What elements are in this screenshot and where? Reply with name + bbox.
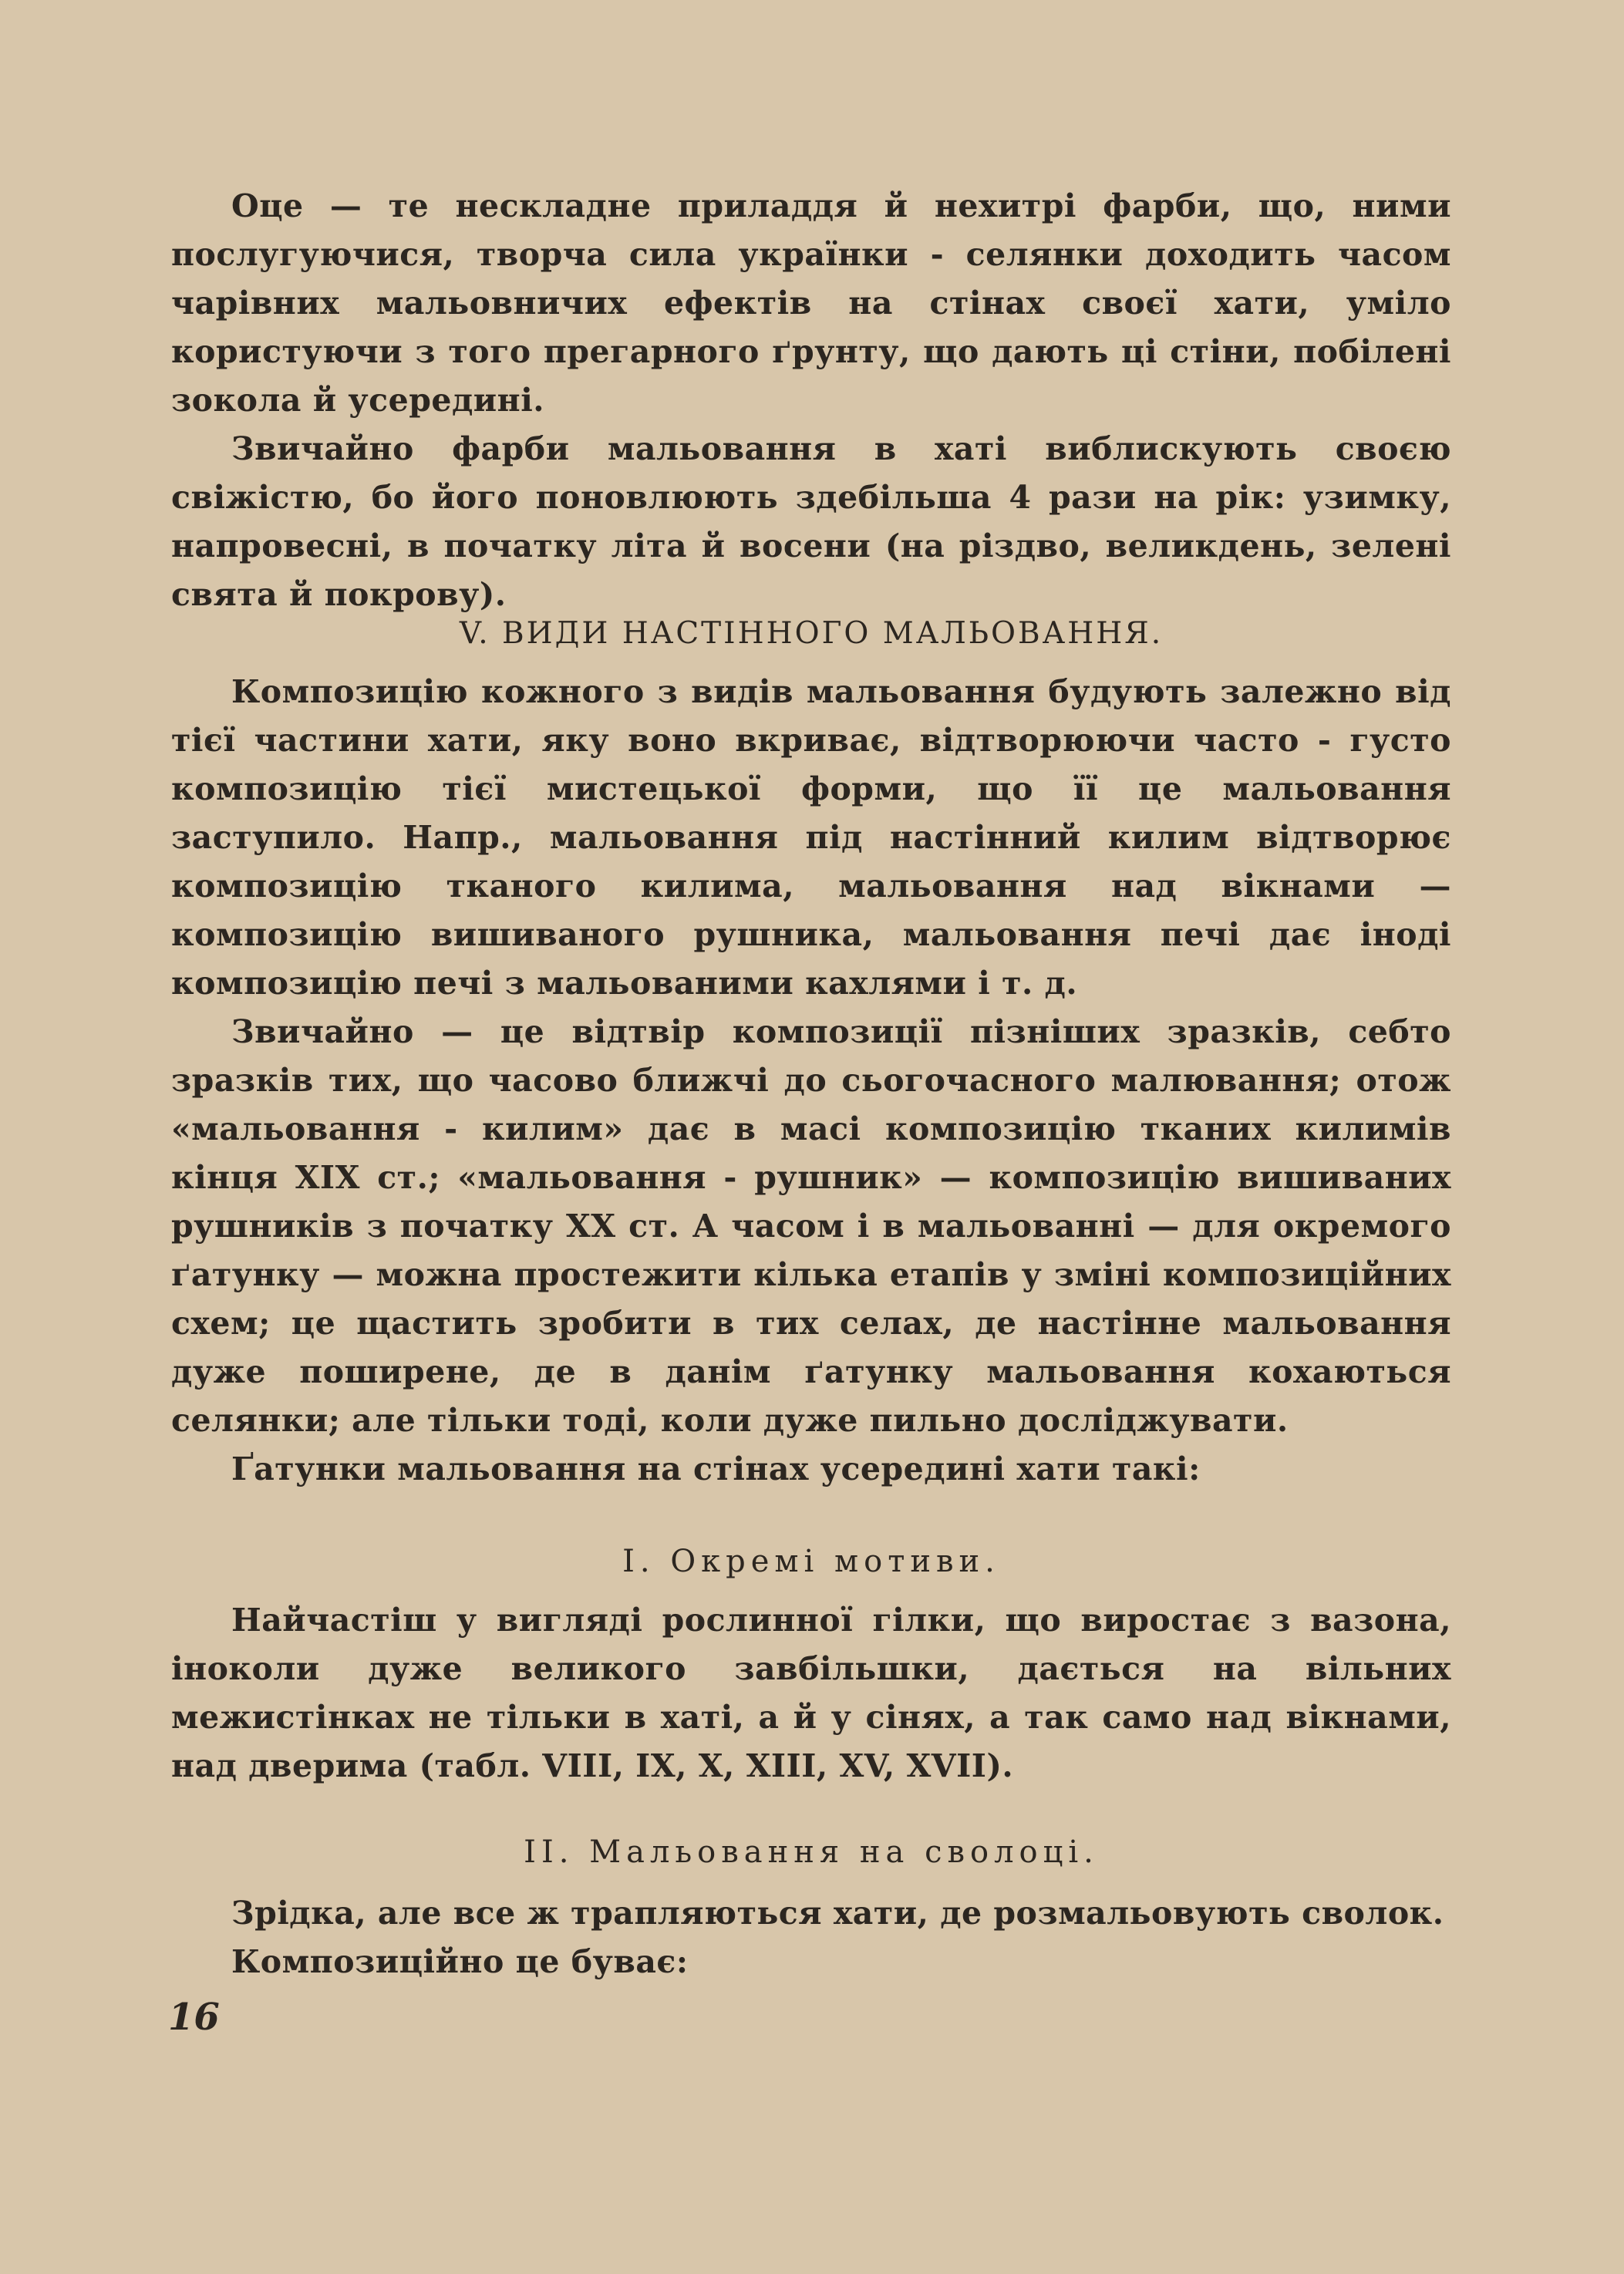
paragraph-materials: Оце — те нескладне приладдя й нехитрі фарби, що, ними послугуючися, творча сила українки - селянки доходить часом чарівних мальовничих ефектів на стінах своєї хати, уміло користуючи з того прегарного ґрунту, що дають ці стіни, побілені зокола й усередині. (171, 187, 1451, 419)
paragraph-composition-is: Композиційно це буває: (231, 1943, 689, 1980)
subsection-1-heading: I. Окремі мотиви. (622, 1544, 1000, 1579)
section-heading: V. ВИДИ НАСТІННОГО МАЛЬОВАННЯ. (459, 616, 1164, 651)
paragraph-beam: Зрідка, але все ж трапляються хати, де розмальовують сволок. (231, 1895, 1444, 1932)
paragraph-composition: Композицію кожного з видів мальовання будують залежно від тієї частини хати, яку воно вкриває, відтворюючи часто - густо композицію тієї мистецької форми, що її це мальовання заступило. Напр., мальовання під настінний килим відтворює композицію тканого килима, мальовання над вікнами — композицію вишиваного рушника, мальовання печі дає іноді композицію печі з мальованими кахлями і т. д. (171, 673, 1451, 1002)
subsection-1 (171, 1538, 1451, 1586)
opening-text (171, 182, 1451, 619)
paragraph-separate-motifs: Найчастіш у вигляді рослинної гілки, що виростає з вазона, іноколи дуже великого завбільшки, дається на вільних межистінках не тільки в хаті, а й у сінях, а так само над вікнами, над дверима (табл. VIII, IX, X, XIII, XV, XVII). (171, 1602, 1451, 1784)
paragraph-later-samples: Звичайно — це відтвір композиції пізніших зразків, себто зразків тих, що часово ближчі до сьогочасного малювання; отож «мальовання - килим» дає в масі композицію тканих килимів кінця XIX ст.; «мальовання - рушник» — композицію вишиваних рушників з початку XX ст. А часом і в мальованні — для окремого ґатунку — можна простежити кілька етапів у зміні композиційних схем; це щастить зробити в тих селах, де настінне мальовання дуже поширене, де в данім ґатунку мальовання кохаються селянки; але тільки тоді, коли дуже пильно досліджувати. (171, 1013, 1451, 1439)
paragraph-renewal: Звичайно фарби мальовання в хаті виблискують своєю свіжістю, бо його поновлюють здебільша 4 рази на рік: узимку, напровесні, в початку літа й восени (на різдво, великдень, зелені свята й покрову). (171, 430, 1451, 613)
paragraph-types-intro: Ґатунки мальовання на стінах усередині хати такі: (231, 1450, 1201, 1487)
section-v-body (171, 668, 1451, 1494)
subsection-2-body (171, 1889, 1451, 1986)
subsection-2-heading: II. Мальовання на сволоці. (524, 1834, 1099, 1870)
subsection-1-body (171, 1596, 1451, 1791)
subsection-2 (171, 1828, 1451, 1877)
page-number: 16 (168, 1996, 220, 2039)
section-v (171, 609, 1451, 658)
